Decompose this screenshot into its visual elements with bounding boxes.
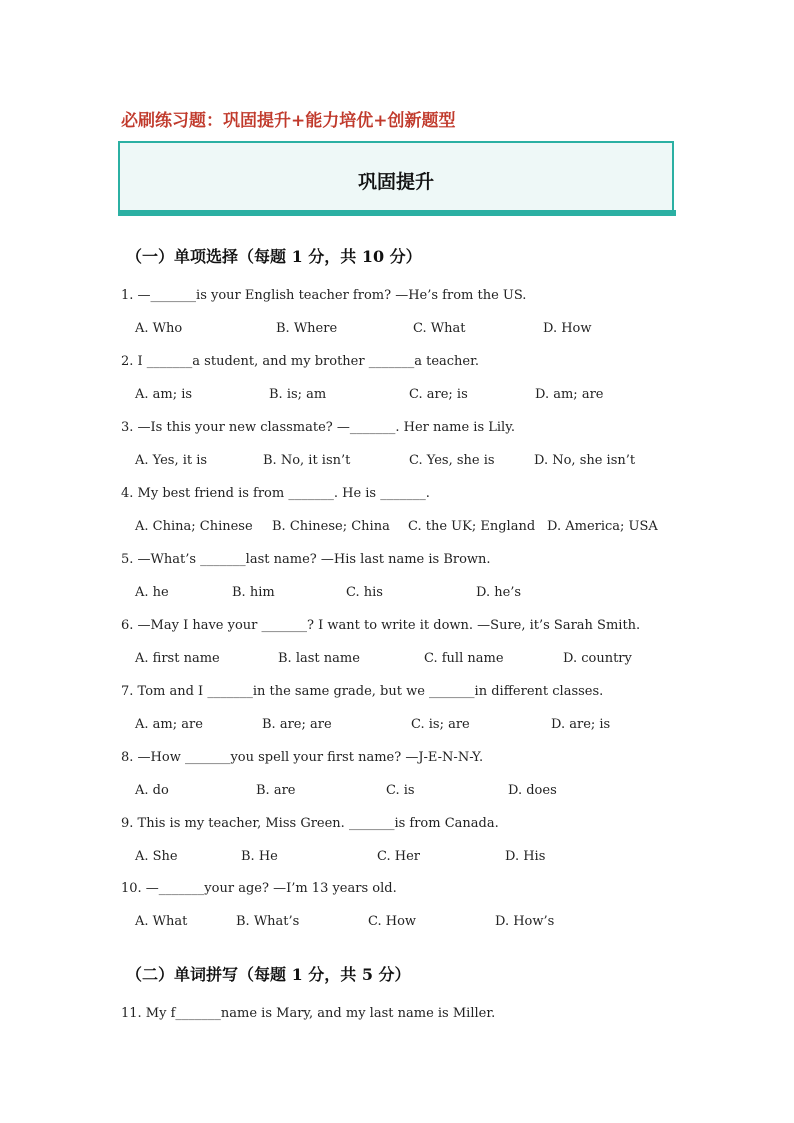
option-a: A. do (135, 783, 169, 798)
question-9: 9. This is my teacher, Miss Green. _______is from Canada. (121, 816, 499, 831)
option-d: D. America; USA (547, 519, 658, 534)
question-5: 5. —What’s _______last name? —His last name is Brown. (121, 552, 491, 567)
option-d: D. are; is (551, 717, 611, 732)
option-d: D. No, she isn’t (534, 453, 636, 468)
question-1: 1. —_______is your English teacher from? —He’s from the US. (121, 288, 527, 303)
section-title-spelling: （二）单词拼写（每题 1 分，共 5 分） (126, 965, 411, 984)
option-a: A. am; are (135, 717, 203, 732)
question-8: 8. —How _______you spell your first name? —J-E-N-N-Y. (121, 750, 484, 765)
option-b: B. He (241, 849, 278, 864)
option-c: C. is (386, 783, 415, 798)
option-b: B. are (256, 783, 296, 798)
option-c: C. full name (424, 651, 504, 666)
question-2: 2. I _______a student, and my brother _______a teacher. (121, 354, 480, 369)
option-a: A. What (135, 914, 188, 929)
option-a: A. Who (135, 321, 183, 336)
option-d: D. am; are (535, 387, 604, 402)
question-11: 11. My f_______name is Mary, and my last name is Miller. (121, 1006, 496, 1021)
option-b: B. Where (276, 321, 338, 336)
question-6: 6. —May I have your _______? I want to write it down. —Sure, it’s Sarah Smith. (121, 618, 641, 633)
question-3: 3. —Is this your new classmate? —_______. Her name is Lily. (121, 420, 515, 435)
option-b: B. is; am (269, 387, 327, 402)
question-4: 4. My best friend is from _______. He is _______. (121, 486, 430, 501)
option-a: A. China; Chinese (135, 519, 253, 534)
option-c: C. What (413, 321, 466, 336)
option-c: C. is; are (411, 717, 470, 732)
option-d: D. His (505, 849, 546, 864)
option-c: C. the UK; England (408, 519, 536, 534)
option-d: D. How (543, 321, 592, 336)
question-10: 10. —_______your age? —I’m 13 years old. (121, 881, 397, 896)
option-b: B. him (232, 585, 275, 600)
banner-underline (118, 210, 676, 216)
section-title-multiple-choice: （一）单项选择（每题 1 分，共 10 分） (126, 247, 422, 266)
option-b: B. What’s (236, 914, 300, 929)
option-b: B. Chinese; China (272, 519, 390, 534)
option-d: D. How’s (495, 914, 555, 929)
page-heading: 必刷练习题：巩固提升+能力培优+创新题型 (121, 111, 456, 131)
section-banner (118, 141, 674, 210)
option-a: A. first name (135, 651, 220, 666)
option-b: B. last name (278, 651, 360, 666)
option-c: C. Yes, she is (409, 453, 495, 468)
option-d: D. does (508, 783, 557, 798)
option-a: A. he (135, 585, 169, 600)
option-c: C. How (368, 914, 417, 929)
option-d: D. he’s (476, 585, 522, 600)
option-a: A. She (135, 849, 178, 864)
option-a: A. am; is (135, 387, 193, 402)
option-b: B. are; are (262, 717, 332, 732)
option-c: C. are; is (409, 387, 468, 402)
banner-title: 巩固提升 (357, 171, 434, 193)
option-c: C. his (346, 585, 383, 600)
option-b: B. No, it isn’t (263, 453, 351, 468)
option-d: D. country (563, 651, 632, 666)
option-a: A. Yes, it is (135, 453, 208, 468)
question-7: 7. Tom and I _______in the same grade, but we _______in different classes. (121, 684, 604, 699)
option-c: C. Her (377, 849, 420, 864)
